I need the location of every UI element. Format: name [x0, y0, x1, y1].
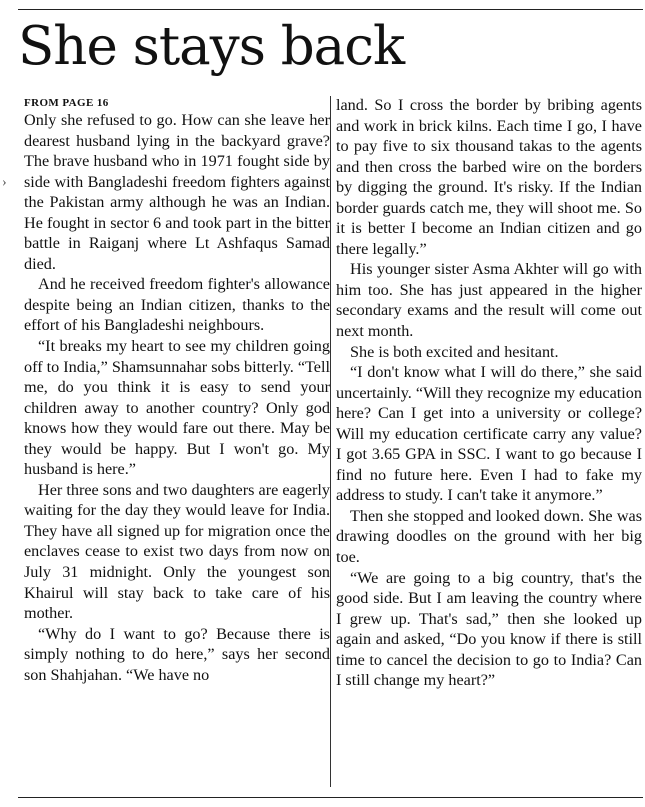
paragraph-1: Only she refused to go. How can she leave her dearest husband lying in the backyard grave? The brave husband who in 1971 fought side by side with Bangladeshi freedom fighters against the Pakistan army although he was an Indian. He fought in sector 6 and took part in the bitter battle in Raiganj where Lt Ashfaqus Samad died.	[24, 111, 330, 273]
paragraph-9: Then she stopped and looked down. She was drawing doodles on the ground with her big toe.	[336, 506, 642, 567]
paragraph-4: Her three sons and two daughters are eagerly waiting for the day they would leave for India. They have all signed up for migration once the enclaves cease to exist two days from now on July 31 midnight. Only the youngest son Khairul will stay back to take care of his mother.	[24, 480, 330, 623]
top-rule	[18, 9, 643, 10]
paragraph-5-start: “Why do I want to go? Because there is simply nothing to do here,” says her second son Shahjahan. “We have no	[24, 624, 330, 684]
paragraph-6: His younger sister Asma Akhter will go with him too. She has just appeared in the higher secondary exams and the result will come out next month.	[336, 260, 642, 341]
paragraph-3: “It breaks my heart to see my children going off to India,” Shamsunnahar sobs bitterly. “Tell me, do you think it is easy to send your children away to another country? Only god knows how they would fare out there. May be they would be happy. But I won't go. My husband is here.”	[24, 337, 330, 479]
paragraph-8: “I don't know what I will do there,” she said uncertainly. “Will they recognize my education here? Can I get into a university or college? Will my education certificate carry any value? I got 3.65 GPA in SSC. I want to go because I find no future here. Even I had to fake my address to study. I can't take it anymore.”	[336, 363, 642, 505]
paragraph-7: She is both excited and hesitant.	[350, 342, 559, 361]
column-divider	[330, 96, 331, 787]
article-column-right	[336, 95, 642, 691]
bottom-rule	[18, 797, 643, 798]
margin-mark: ›	[2, 175, 7, 190]
continued-from-label: FROM PAGE 16	[24, 97, 109, 109]
article-column-left	[24, 97, 330, 685]
headline: She stays back	[18, 16, 405, 77]
paragraph-2: And he received freedom fighter's allowance despite being an Indian citizen, thanks to the effort of his Bangladeshi neighbours.	[24, 275, 330, 335]
paragraph-5-continued: land. So I cross the border by bribing agents and work in brick kilns. Each time I go, I have to pay five to six thousand takas to the agents and then cross the barbed wire on the borders by digging the ground. It's risky. If the Indian border guards catch me, they will shoot me. So it is better I become an Indian citizen and go there legally.”	[336, 96, 642, 258]
paragraph-10: “We are going to a big country, that's the good side. But I am leaving the country where I grew up. That's sad,” then she looked up again and asked, “Do you know if there is still time to cancel the decision to go to India? Can I still change my heart?”	[336, 568, 642, 690]
